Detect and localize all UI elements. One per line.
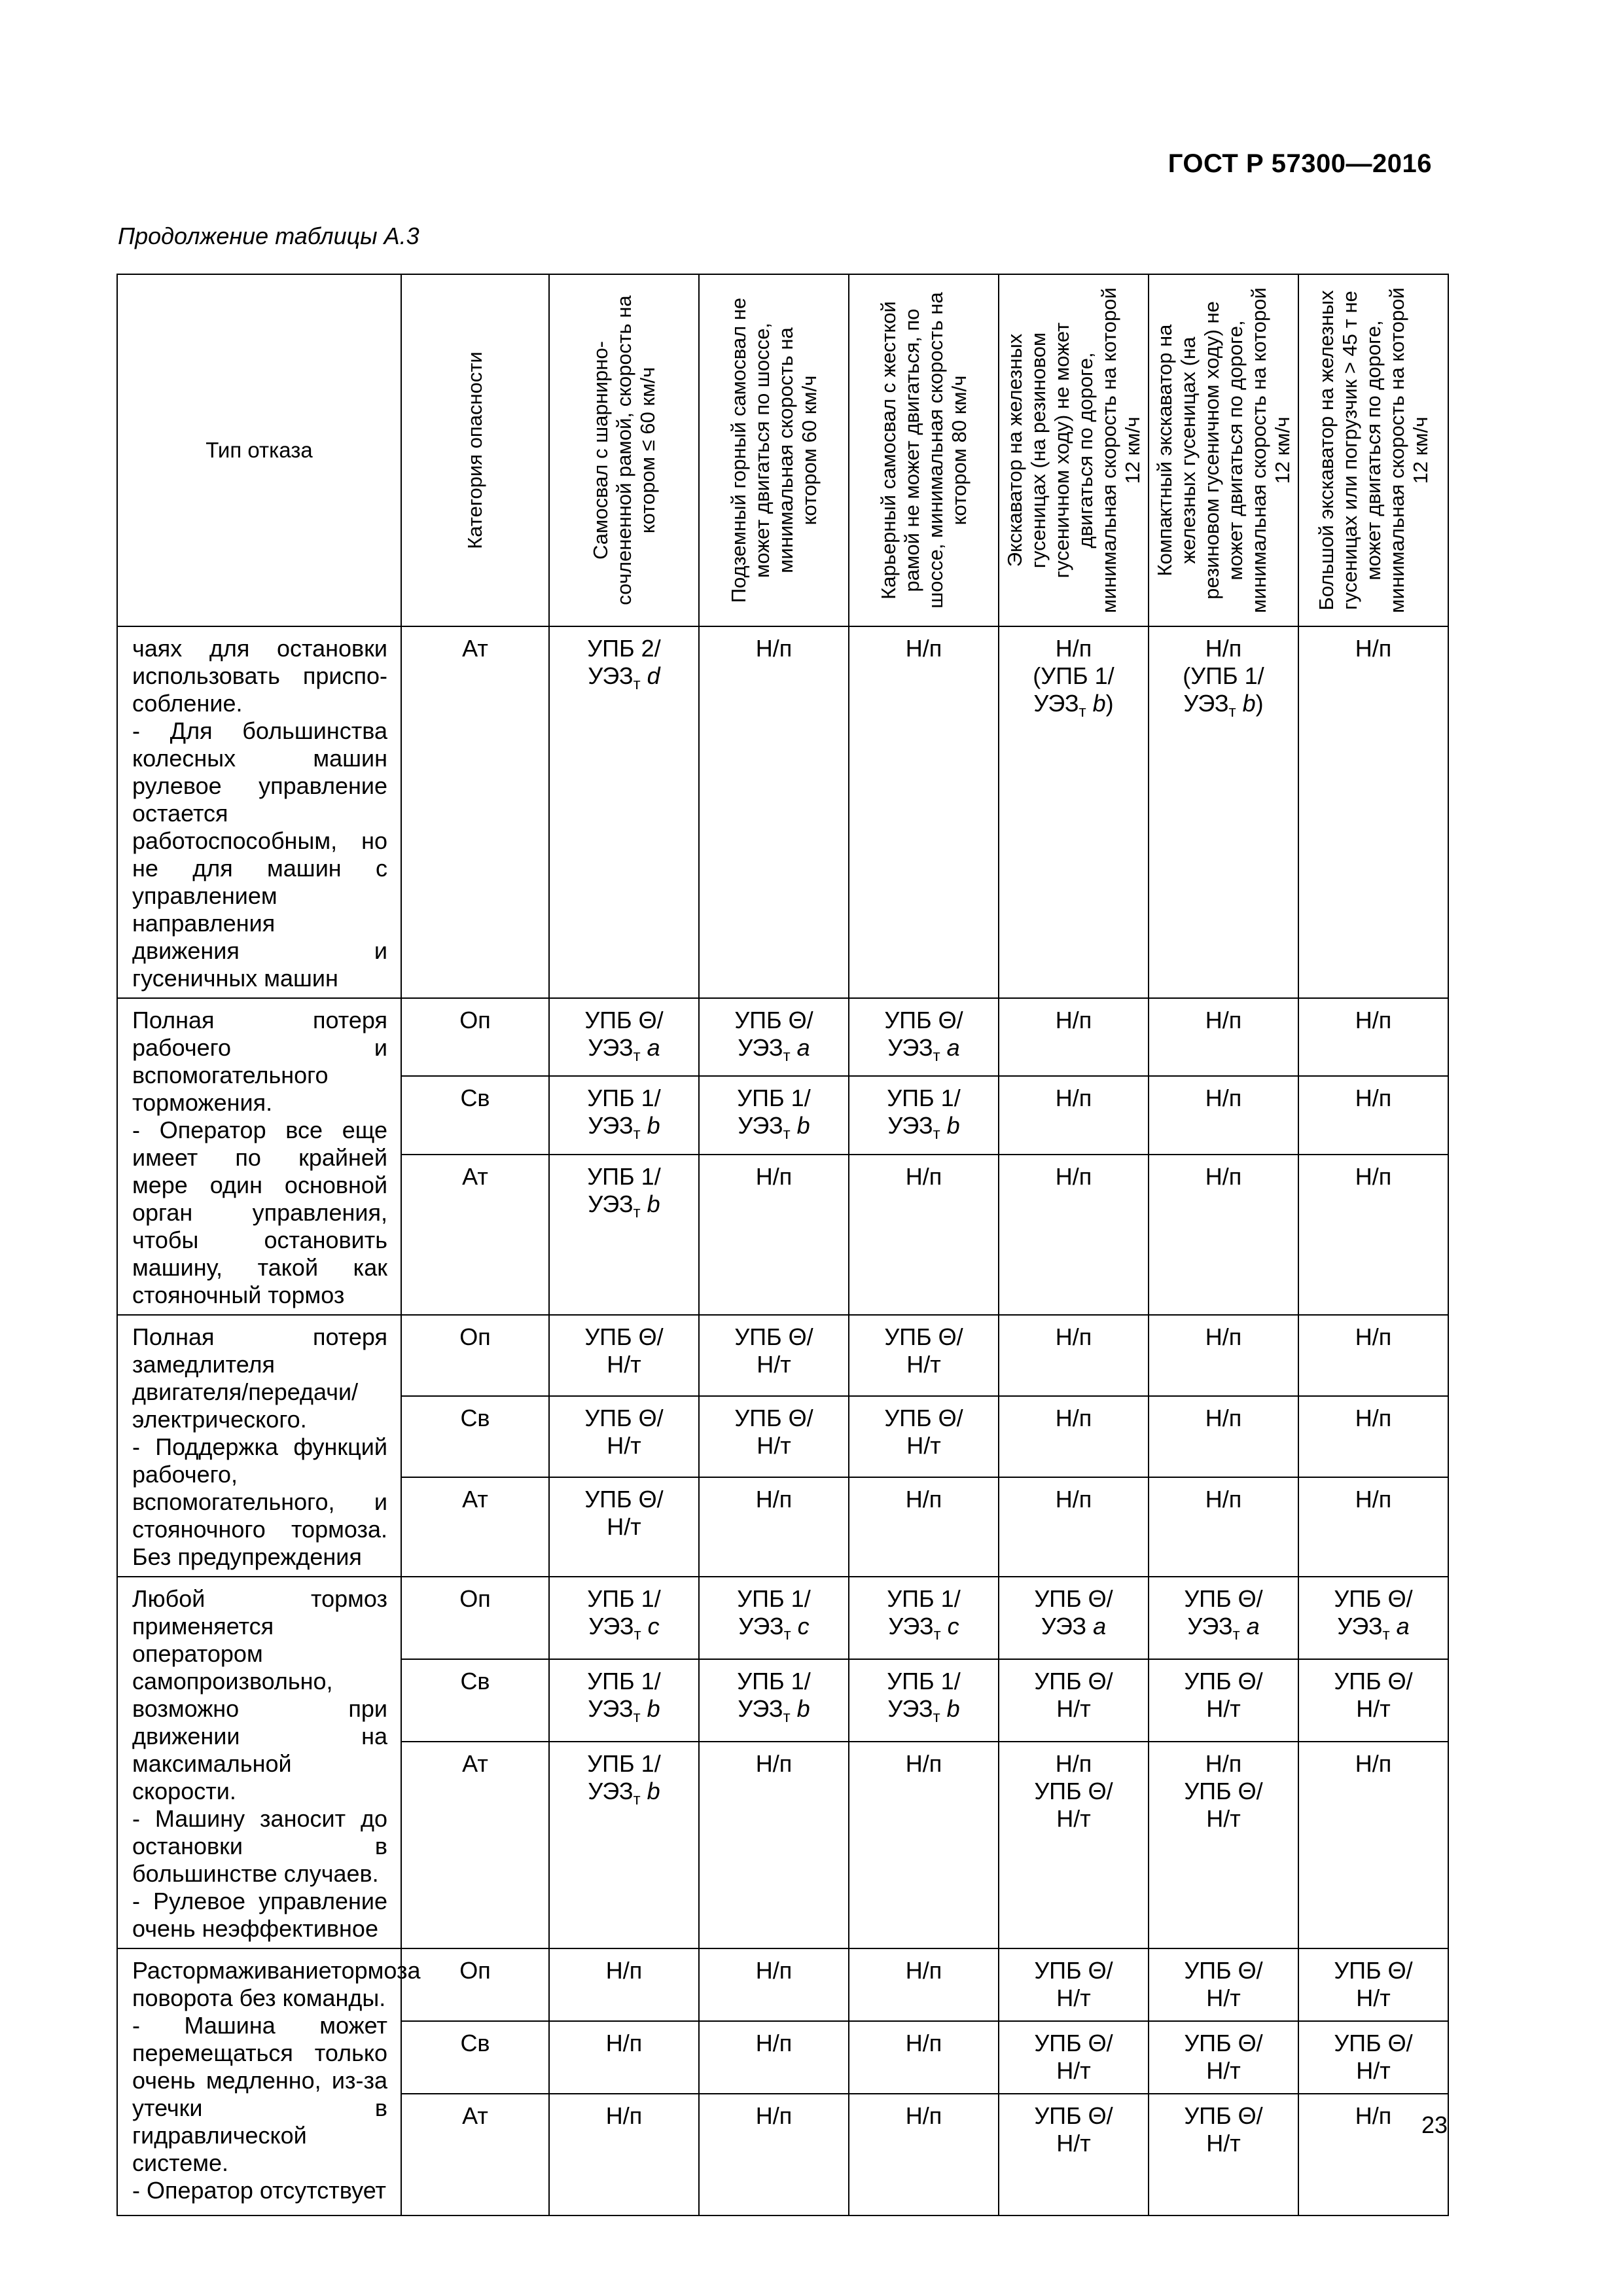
table-header-row (117, 274, 1448, 626)
cell-line: $УЭЗ_т$ b (738, 1695, 810, 1726)
cell-line: Н/п (755, 2030, 793, 2056)
cell-line: УПБ Θ/ (884, 1405, 963, 1432)
table-cell (549, 2094, 699, 2215)
table-cell (549, 1155, 699, 1315)
cell-line: Н/п (1205, 1323, 1242, 1350)
hazard-category: Ат (401, 1477, 549, 1577)
cell-line: Н/т (1206, 2130, 1241, 2157)
cell-line: Н/п (1055, 1007, 1092, 1033)
table-cell (549, 1659, 699, 1742)
cell-line: $УЭЗ_т$ d (588, 662, 660, 693)
cell-line: Н/п (1355, 1162, 1392, 1190)
cell-line: $УЭЗ_т$ a (1187, 1613, 1260, 1643)
cell-line: УПБ Θ/ (1034, 1667, 1113, 1695)
cell-line: Н/т (607, 1513, 641, 1541)
cell-line: $УЭЗ_т$ c (588, 1613, 660, 1643)
description-paragraph: - Рулевое управление очень неэффективное (132, 1888, 387, 1942)
cell-line: УПБ 1/ (587, 1749, 661, 1777)
header-category-text: Категория опасности (463, 351, 486, 549)
table-cell (699, 1577, 849, 1659)
table-cell (699, 1396, 849, 1477)
cell-line: УПБ Θ/ (1334, 2030, 1413, 2056)
cell-line: Н/п (1055, 1405, 1092, 1432)
header-machine-3-text: Карьерный самосвал с жесткой рамой не может двигаться, по шоссе, минимальная скорость на котором 80 км/ч (876, 292, 971, 609)
table-cell (699, 1315, 849, 1396)
table-cell (1149, 1948, 1298, 2021)
cell-line: $УЭЗ_т$ b) (1033, 690, 1114, 721)
table-cell (849, 1659, 999, 1742)
cell-line: Н/п (1205, 1405, 1242, 1432)
table-cell (999, 1742, 1149, 1948)
cell-line: УПБ 1/ (887, 1667, 961, 1695)
header-machine-4 (999, 274, 1149, 626)
standard-designation: ГОСТ Р 57300—2016 (1168, 149, 1432, 178)
cell-line: Н/т (757, 1351, 791, 1378)
table-cell (849, 2021, 999, 2094)
table-cell (699, 1948, 849, 2021)
table-cell (699, 998, 849, 1076)
table-cell (999, 1477, 1149, 1577)
cell-line: $УЭЗ_т$ b (588, 1695, 660, 1726)
cell-line: $УЭЗ_т$ b (588, 1190, 660, 1221)
cell-line: Н/п (1355, 1007, 1392, 1033)
cell-line: УПБ Θ/ (584, 1405, 664, 1432)
header-machine-5-text: Компактный экскаватор на железных гусеницах (на резиновом гусеничном ходу) не может двигаться по дороге, минимальная скорость на которой 12 км/ч (1152, 287, 1294, 613)
cell-line: УПБ 1/ (737, 1085, 811, 1112)
cell-line: Н/п (605, 2030, 643, 2056)
table-cell (549, 1948, 699, 2021)
table-cell (849, 1076, 999, 1154)
cell-line: УПБ Θ/ (884, 1323, 963, 1350)
cell-line: УПБ 1/ (737, 1667, 811, 1695)
cell-line: Н/п (905, 635, 942, 662)
cell-line: $УЭЗ_т$ a (1337, 1613, 1410, 1643)
table-row (117, 1315, 1448, 1396)
cell-line: Н/п (905, 2030, 942, 2056)
table-cell (999, 1315, 1149, 1396)
failure-description (117, 1315, 401, 1577)
cell-line: УПБ 1/ (887, 1585, 961, 1612)
hazard-category: Оп (401, 1948, 549, 2021)
cell-line: Н/п (905, 1957, 942, 1984)
cell-line: Н/п (755, 1957, 793, 1984)
cell-line: $УЭЗ_т$ b (887, 1695, 960, 1726)
table-cell (699, 1477, 849, 1577)
table-row (117, 1577, 1448, 1659)
table-cell (1298, 1659, 1448, 1742)
page-number: 23 (1421, 2111, 1448, 2138)
cell-line: $УЭЗ_т$ c (738, 1613, 810, 1643)
table-cell (699, 1659, 849, 1742)
failure-table (116, 274, 1449, 2216)
table-cell (1298, 1315, 1448, 1396)
cell-line: Н/п (755, 1162, 793, 1190)
table-cell (1149, 998, 1298, 1076)
table-cell (849, 2094, 999, 2215)
cell-line: Н/п (1355, 2102, 1392, 2129)
table-cell (999, 1659, 1149, 1742)
cell-line: Н/п (755, 2102, 793, 2129)
table-cell (1149, 1076, 1298, 1154)
table-cell (699, 1155, 849, 1315)
cell-line: УПБ Θ/ (1184, 1957, 1263, 1984)
cell-line: Н/т (906, 1432, 941, 1460)
cell-line: УПБ Θ/ (1184, 1585, 1263, 1612)
table-cell (1149, 1315, 1298, 1396)
table-cell (999, 1155, 1149, 1315)
cell-line: УПБ 1/ (587, 1085, 661, 1112)
table-cell (999, 2094, 1149, 2215)
cell-line: Н/п (1355, 1405, 1392, 1432)
cell-line: Н/т (1356, 1695, 1391, 1722)
table-cell (849, 1742, 999, 1948)
cell-line: УПБ Θ/ (1184, 2102, 1263, 2129)
cell-line: Н/т (1056, 2057, 1091, 2084)
table-body (117, 626, 1448, 2215)
table-cell (849, 1155, 999, 1315)
cell-line: Н/п (1055, 1749, 1092, 1777)
description-paragraph: - Машина может перемещаться только очень медленно, из-за утечки в гидравлической системе. (132, 2012, 387, 2176)
cell-line: Н/п (905, 1162, 942, 1190)
table-cell (1298, 1742, 1448, 1948)
table-cell (549, 1315, 699, 1396)
table-cell (1298, 998, 1448, 1076)
cell-line: Н/п (1205, 635, 1242, 662)
cell-line: УПБ 1/ (587, 1667, 661, 1695)
cell-line: Н/п (605, 2102, 643, 2129)
cell-line: Н/п (1355, 635, 1392, 662)
cell-line: Н/п (1055, 1085, 1092, 1112)
cell-line: Н/п (905, 1749, 942, 1777)
header-machine-5 (1149, 274, 1298, 626)
table-cell (849, 1577, 999, 1659)
cell-line: УПБ Θ/ (884, 1007, 963, 1033)
cell-line: Н/т (1356, 1984, 1391, 2011)
cell-line: Н/п (1355, 1085, 1392, 1112)
table-cell (999, 1948, 1149, 2021)
cell-line: УПБ 1/ (587, 1162, 661, 1190)
cell-line: УПБ Θ/ (584, 1323, 664, 1350)
header-machine-4-text: Экскаватор на железных гусеницах (на резиновом гусеничном ходу) не может двигаться по дороге, минимальная скорость на которой 12 км/ч (1003, 287, 1144, 613)
table-cell (1149, 1396, 1298, 1477)
table-cell (999, 998, 1149, 1076)
header-category (401, 274, 549, 626)
table-cell (1298, 1948, 1448, 2021)
table-cell (549, 1742, 699, 1948)
table-cell (699, 1076, 849, 1154)
table-cell (849, 1477, 999, 1577)
hazard-category: Ат (401, 626, 549, 998)
cell-line: Н/п (605, 1957, 643, 1984)
table-cell (699, 1742, 849, 1948)
table-cell (1298, 1155, 1448, 1315)
cell-line: Н/т (1206, 2057, 1241, 2084)
table-cell (1149, 1577, 1298, 1659)
table-cell (549, 1396, 699, 1477)
description-paragraph: - Машину заносит до остановки в большинстве случаев. (132, 1805, 387, 1887)
cell-line: УПБ 2/ (587, 635, 661, 662)
hazard-category: Св (401, 1659, 549, 1742)
table-cell (1298, 1396, 1448, 1477)
cell-line: Н/п (905, 2102, 942, 2129)
table-cell (849, 998, 999, 1076)
table-cell (1298, 1076, 1448, 1154)
table-cell (699, 2094, 849, 2215)
hazard-category: Оп (401, 998, 549, 1076)
cell-line: Н/т (607, 1351, 641, 1378)
cell-line: УПБ Θ/ (1184, 1667, 1263, 1695)
table-cell (1298, 626, 1448, 998)
cell-line: УПБ Θ/ (1334, 1585, 1413, 1612)
description-paragraph: Полная потеря рабочего и вспомогательного торможения. (132, 1007, 387, 1116)
cell-line: Н/п (1205, 1007, 1242, 1033)
cell-line: УПБ Θ/ (1184, 1777, 1263, 1804)
cell-line: Н/п (1055, 1323, 1092, 1350)
cell-line: УПБ Θ/ (1034, 2030, 1113, 2056)
cell-line: $УЭЗ_т$ b (738, 1112, 810, 1143)
description-paragraph: чаях для остановки использовать приспо-собление. (132, 635, 387, 717)
cell-line: Н/т (1356, 2057, 1391, 2084)
cell-line: УПБ Θ/ (584, 1486, 664, 1513)
cell-line: УПБ 1/ (887, 1085, 961, 1112)
cell-line: (УПБ 1/ (1183, 662, 1264, 689)
cell-line: Н/п (1055, 1162, 1092, 1190)
table-cell (1298, 2021, 1448, 2094)
cell-line: УПБ Θ/ (734, 1323, 813, 1350)
description-paragraph: Любой тормоз применяется оператором самопроизвольно, возможно при движении на максимальной скорости. (132, 1585, 387, 1804)
table-cell (1149, 1155, 1298, 1315)
cell-line: УПБ Θ/ (734, 1007, 813, 1033)
cell-line: $УЭЗ_т$ b (887, 1112, 960, 1143)
description-paragraph: - Поддержка функций рабочего, вспомогательного, и стояночного тормоза. Без предупреждения (132, 1433, 387, 1570)
cell-line: Н/т (757, 1432, 791, 1460)
cell-line: Н/п (755, 635, 793, 662)
hazard-category: Ат (401, 2094, 549, 2215)
cell-line: УПБ Θ/ (1184, 2030, 1263, 2056)
table-cell (549, 2021, 699, 2094)
failure-description (117, 1577, 401, 1948)
cell-line: $УЭЗ_т$ c (888, 1613, 959, 1643)
cell-line: $УЭЗ_т$ a (588, 1034, 660, 1065)
table-cell (1149, 626, 1298, 998)
cell-line: Н/п (905, 1486, 942, 1513)
description-paragraph: - Для большинства колесных машин рулевое управление остается работоспособным, но не для машин с управлением направления движения и гусеничных машин (132, 717, 387, 992)
failure-description (117, 626, 401, 998)
table-cell (549, 1477, 699, 1577)
header-failure-type: Тип отказа (117, 274, 401, 626)
cell-line: Н/п (1055, 1486, 1092, 1513)
cell-line: Н/п (1355, 1486, 1392, 1513)
hazard-category: Оп (401, 1315, 549, 1396)
table-row (117, 626, 1448, 998)
table-cell (1149, 1477, 1298, 1577)
header-machine-2 (699, 274, 849, 626)
cell-line: УПБ Θ/ (584, 1007, 664, 1033)
hazard-category: Ат (401, 1155, 549, 1315)
header-machine-2-text: Подземный горный самосвал не может двигаться по шоссе, минимальная скорость на котором 60 км/ч (726, 297, 821, 603)
table-row (117, 998, 1448, 1076)
table-cell (699, 626, 849, 998)
failure-description (117, 998, 401, 1315)
hazard-category: Св (401, 2021, 549, 2094)
cell-line: Н/п (1055, 635, 1092, 662)
table-cell (849, 1396, 999, 1477)
table-cell (999, 1396, 1149, 1477)
table-cell (549, 1076, 699, 1154)
cell-line: УПБ 1/ (587, 1585, 661, 1612)
table-cell (999, 2021, 1149, 2094)
table-cell (549, 626, 699, 998)
header-machine-1-text: Самосвал с шарнирно-сочлененной рамой, скорость на котором ≤ 60 км/ч (588, 295, 659, 605)
failure-description (117, 1948, 421, 2215)
cell-line: $УЭЗ_т$ b (588, 1777, 660, 1808)
description-paragraph: Полная потеря замедлителя двигателя/передачи/электрического. (132, 1323, 387, 1433)
hazard-category: Ат (401, 1742, 549, 1948)
cell-line: УПБ Θ/ (1034, 1957, 1113, 1984)
header-machine-6-text: Большой экскаватор на железных гусеницах или погрузчик > 45 т не может двигаться по дороге, минимальная скорость на которой 12 км/ч (1314, 287, 1432, 613)
table-cell (549, 998, 699, 1076)
cell-line: Н/т (1056, 1695, 1091, 1722)
cell-line: Н/п (1205, 1085, 1242, 1112)
header-machine-6 (1298, 274, 1448, 626)
cell-line: УПБ Θ/ (1034, 1777, 1113, 1804)
cell-line: Н/п (755, 1486, 793, 1513)
table-cell (999, 626, 1149, 998)
cell-line: УПБ 1/ (737, 1585, 811, 1612)
cell-line: Н/п (755, 1749, 793, 1777)
cell-line: Н/т (1206, 1804, 1241, 1832)
table-cell (999, 1577, 1149, 1659)
table-cell (1149, 1659, 1298, 1742)
table-cell (1149, 2094, 1298, 2215)
cell-line: Н/п (1355, 1749, 1392, 1777)
cell-line: УЭЗ a (1041, 1613, 1107, 1640)
table-cell (1149, 2021, 1298, 2094)
description-paragraph: - Оператор отсутствует (132, 2177, 387, 2204)
cell-line: Н/п (1205, 1749, 1242, 1777)
cell-line: УПБ Θ/ (734, 1405, 813, 1432)
cell-line: Н/т (1056, 2130, 1091, 2157)
cell-line: $УЭЗ_т$ b) (1183, 690, 1264, 721)
hazard-category: Св (401, 1076, 549, 1154)
cell-line: Н/т (607, 1432, 641, 1460)
table-cell (699, 2021, 849, 2094)
table-cell (849, 626, 999, 998)
cell-line: $УЭЗ_т$ b (588, 1112, 660, 1143)
cell-line: $УЭЗ_т$ a (887, 1034, 960, 1065)
table-cell (1298, 1577, 1448, 1659)
cell-line: (УПБ 1/ (1033, 662, 1115, 689)
table-cell (1298, 1477, 1448, 1577)
cell-line: Н/т (1206, 1984, 1241, 2011)
table-cell (849, 1948, 999, 2021)
cell-line: Н/п (1205, 1486, 1242, 1513)
cell-line: $УЭЗ_т$ a (738, 1034, 810, 1065)
table-cell (549, 1577, 699, 1659)
cell-line: Н/п (1355, 1323, 1392, 1350)
table-cell (849, 1315, 999, 1396)
cell-line: УПБ Θ/ (1034, 1585, 1113, 1612)
hazard-category: Оп (401, 1577, 549, 1659)
hazard-category: Св (401, 1396, 549, 1477)
header-machine-3 (849, 274, 999, 626)
description-paragraph: Растормаживаниетормоза поворота без команды. (132, 1957, 421, 2011)
table-cell (999, 1076, 1149, 1154)
header-machine-1 (549, 274, 699, 626)
cell-line: Н/т (906, 1351, 941, 1378)
cell-line: Н/т (1056, 1804, 1091, 1832)
table-caption: Продолжение таблицы А.3 (118, 223, 419, 249)
table-row (117, 1948, 1448, 2021)
cell-line: УПБ Θ/ (1334, 1667, 1413, 1695)
cell-line: Н/т (1206, 1695, 1241, 1722)
description-paragraph: - Оператор все еще имеет по крайней мере один основной орган управления, чтобы остановить машину, такой как стояночный тормоз (132, 1117, 387, 1308)
cell-line: Н/т (1056, 1984, 1091, 2011)
table-cell (1149, 1742, 1298, 1948)
cell-line: УПБ Θ/ (1034, 2102, 1113, 2129)
cell-line: УПБ Θ/ (1334, 1957, 1413, 1984)
cell-line: Н/п (1205, 1162, 1242, 1190)
